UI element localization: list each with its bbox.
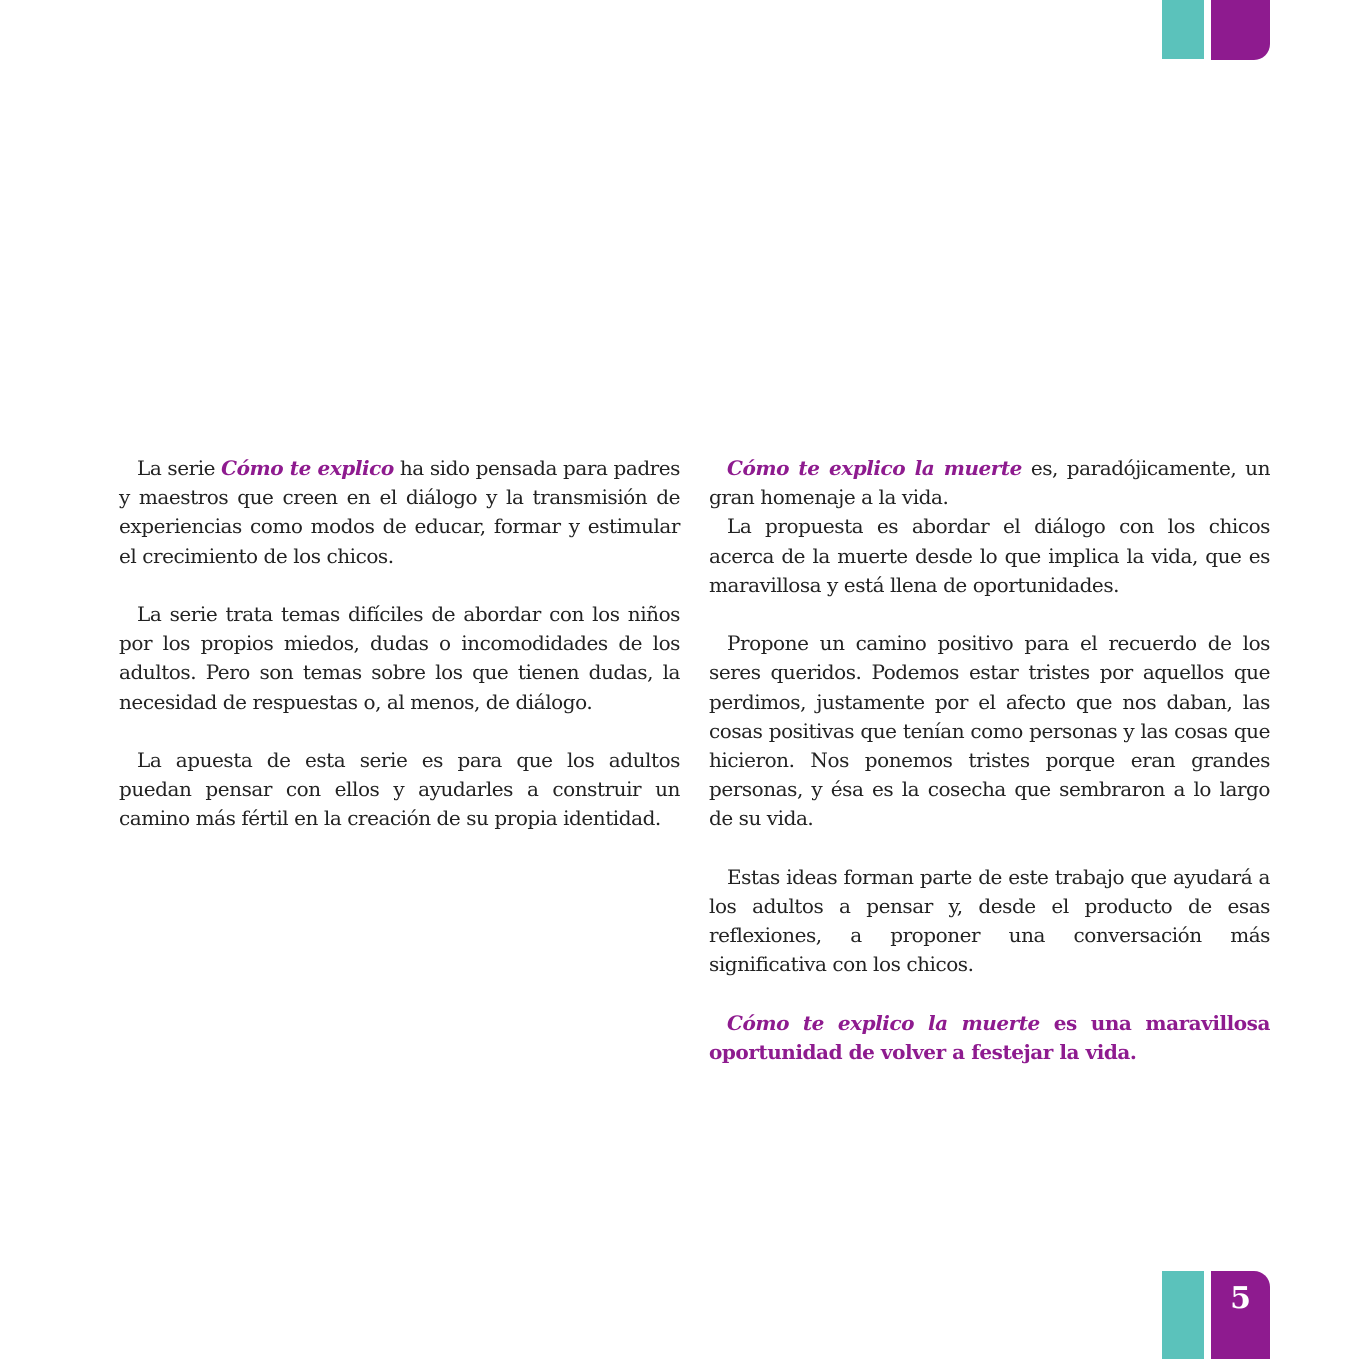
top-purple-tab <box>1211 0 1270 60</box>
top-teal-tab <box>1162 0 1204 59</box>
left-p1-lead: La serie <box>137 456 222 480</box>
right-paragraph-4: Estas ideas forman parte de este trabajo que ayudará a los adultos a pensar y, desde el producto de esas reflexiones, a proponer una conversación más significativa con los chicos. <box>709 864 1270 977</box>
right-paragraph-5 <box>709 1009 1270 1067</box>
closing-book-title: Cómo te explico la muerte <box>727 1010 1040 1035</box>
left-paragraph-2: La serie trata temas difíciles de abordar con los niños por los propios miedos, dudas o incomodidades de los adultos. Pero son temas sobre los que tienen dudas, la necesidad de respuestas o, al menos, de diálogo. <box>119 602 680 714</box>
closing-statement: es una maravillosa oportunidad de volver a festejar la vida. <box>709 1010 1270 1065</box>
left-text-column <box>119 454 680 834</box>
bottom-teal-tab <box>1162 1271 1204 1359</box>
right-paragraph-3: Propone un camino positivo para el recuerdo de los seres queridos. Podemos estar tristes por aquellos que perdimos, justamente por el afecto que nos daban, las cosas positivas que tenían como personas y las cosas que hicieron. Nos ponemos tristes porque eran grandes personas, y ésa es la cosecha que sembraron a lo largo de su vida. <box>709 631 1270 831</box>
book-title: Cómo te explico la muerte <box>727 456 1022 480</box>
right-paragraph-2: La propuesta es abordar el diálogo con los chicos acerca de la muerte desde lo que implica la vida, que es maravillosa y está llena de oportunidades. <box>709 514 1270 597</box>
left-paragraph-1 <box>119 454 680 571</box>
page-number: 5 <box>1230 1281 1251 1316</box>
left-p1-text: ha sido pensada para padres y maestros que creen en el diálogo y la transmisión de experiencias como modos de educar, formar y estimular el crecimiento de los chicos. <box>119 456 680 568</box>
left-paragraph-3: La apuesta de esta serie es para que los adultos puedan pensar con ellos y ayudarles a construir un camino más fértil en la creación de su propia identidad. <box>119 748 680 831</box>
series-title: Cómo te explico <box>221 456 394 480</box>
right-text-column <box>709 454 1270 1067</box>
right-p1-text: es, paradójicamente, un gran homenaje a la vida. <box>709 456 1271 510</box>
right-paragraph-1 <box>709 454 1270 512</box>
